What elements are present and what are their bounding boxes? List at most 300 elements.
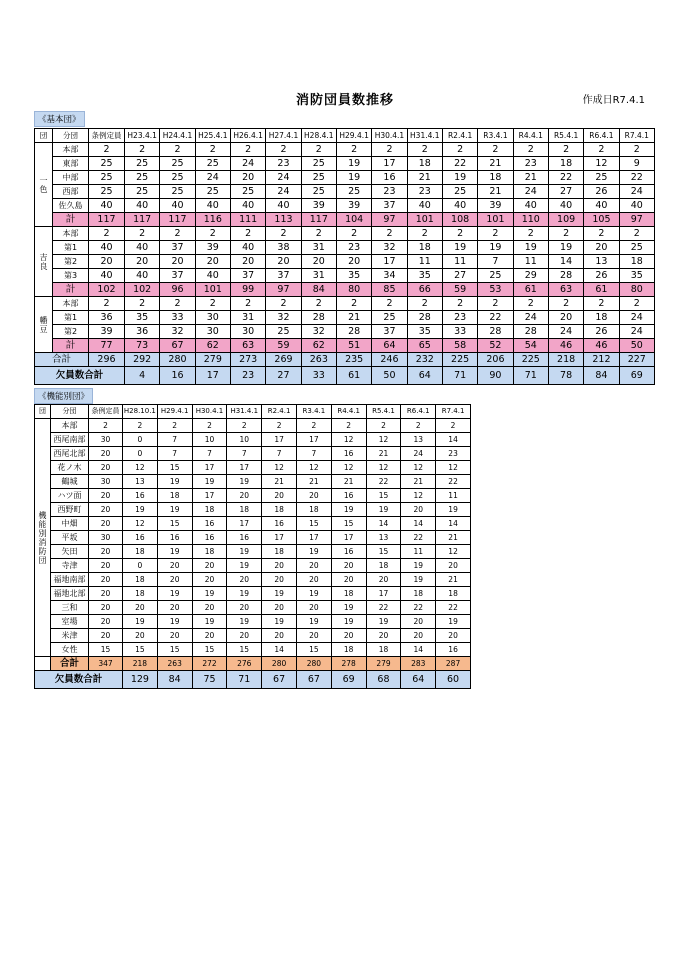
- value-cell: 20: [262, 559, 297, 573]
- total-value: 272: [192, 657, 227, 671]
- value-cell: 15: [157, 517, 192, 531]
- value-cell: 18: [227, 503, 262, 517]
- value-cell: 15: [192, 643, 227, 657]
- value-cell: 15: [227, 643, 262, 657]
- value-cell: 16: [192, 517, 227, 531]
- quota-cell: 20: [89, 545, 123, 559]
- column-header: R5.4.1: [366, 405, 401, 419]
- value-cell: 20: [123, 629, 158, 643]
- subtotal-value: 80: [619, 283, 654, 297]
- value-cell: 25: [89, 185, 125, 199]
- value-cell: 12: [436, 461, 471, 475]
- value-cell: 32: [160, 325, 195, 339]
- value-cell: 21: [436, 531, 471, 545]
- table-row: [35, 545, 471, 559]
- vacancy-row: [35, 671, 471, 689]
- value-cell: 7: [262, 447, 297, 461]
- quota-cell: 20: [89, 517, 123, 531]
- value-cell: 21: [401, 475, 436, 489]
- value-cell: 24: [548, 325, 583, 339]
- value-cell: 16: [331, 447, 366, 461]
- value-cell: 18: [262, 503, 297, 517]
- value-cell: 19: [157, 587, 192, 601]
- branch-name: 鶴城: [51, 475, 89, 489]
- vacancy-value: 23: [230, 367, 265, 385]
- column-header: R2.4.1: [262, 405, 297, 419]
- value-cell: 25: [230, 185, 265, 199]
- column-header: R7.4.1: [619, 129, 654, 143]
- value-cell: 40: [230, 199, 265, 213]
- value-cell: 11: [436, 489, 471, 503]
- value-cell: 40: [584, 199, 619, 213]
- value-cell: 14: [366, 517, 401, 531]
- value-cell: 9: [619, 157, 654, 171]
- group-name: 吉良: [35, 227, 53, 297]
- value-cell: 20: [227, 573, 262, 587]
- value-cell: 7: [192, 447, 227, 461]
- column-header: R3.4.1: [478, 129, 513, 143]
- value-cell: 12: [331, 461, 366, 475]
- value-cell: 18: [157, 489, 192, 503]
- column-header: 条例定員: [89, 405, 123, 419]
- value-cell: 18: [123, 587, 158, 601]
- value-cell: 2: [195, 227, 230, 241]
- value-cell: 18: [123, 573, 158, 587]
- subtotal-value: 77: [89, 339, 125, 353]
- value-cell: 2: [336, 297, 371, 311]
- value-cell: 12: [436, 545, 471, 559]
- value-cell: 28: [548, 269, 583, 283]
- value-cell: 23: [372, 185, 407, 199]
- value-cell: 14: [262, 643, 297, 657]
- value-cell: 25: [336, 185, 371, 199]
- value-cell: 35: [619, 269, 654, 283]
- grand-total-row: [35, 353, 655, 367]
- vacancy-value: 78: [548, 367, 583, 385]
- value-cell: 22: [401, 601, 436, 615]
- subtotal-value: 111: [230, 213, 265, 227]
- branch-name: 三和: [51, 601, 89, 615]
- value-cell: 2: [125, 297, 160, 311]
- value-cell: 2: [478, 143, 513, 157]
- value-cell: 18: [478, 171, 513, 185]
- quota-cell: 20: [89, 587, 123, 601]
- value-cell: 26: [584, 325, 619, 339]
- value-cell: 2: [619, 227, 654, 241]
- value-cell: 27: [548, 185, 583, 199]
- subtotal-value: 110: [513, 213, 548, 227]
- value-cell: 12: [584, 157, 619, 171]
- value-cell: 20: [262, 601, 297, 615]
- value-cell: 19: [227, 559, 262, 573]
- subtotal-value: 117: [301, 213, 336, 227]
- branch-name: 西尾南部: [51, 433, 89, 447]
- value-cell: 2: [372, 297, 407, 311]
- value-cell: 20: [296, 559, 331, 573]
- column-header: H30.4.1: [372, 129, 407, 143]
- value-cell: 2: [296, 419, 331, 433]
- total-value: 287: [436, 657, 471, 671]
- value-cell: 2: [584, 297, 619, 311]
- value-cell: 2: [230, 297, 265, 311]
- quota-cell: 30: [89, 475, 123, 489]
- value-cell: 25: [301, 185, 336, 199]
- value-cell: 21: [336, 311, 371, 325]
- value-cell: 2: [125, 143, 160, 157]
- subtotal-value: 46: [584, 339, 619, 353]
- grand-total-value: 225: [442, 353, 477, 367]
- value-cell: 21: [478, 185, 513, 199]
- column-header: R6.4.1: [584, 129, 619, 143]
- grand-total-value: 296: [89, 353, 125, 367]
- value-cell: 34: [372, 269, 407, 283]
- value-cell: 2: [619, 297, 654, 311]
- subtotal-value: 67: [160, 339, 195, 353]
- column-header: H27.4.1: [266, 129, 301, 143]
- value-cell: 25: [195, 185, 230, 199]
- subtotal-value: 53: [478, 283, 513, 297]
- subtotal-value: 61: [584, 283, 619, 297]
- subtotal-value: 109: [548, 213, 583, 227]
- value-cell: 20: [436, 559, 471, 573]
- value-cell: 20: [230, 171, 265, 185]
- subtotal-value: 104: [336, 213, 371, 227]
- value-cell: 14: [548, 255, 583, 269]
- value-cell: 2: [195, 297, 230, 311]
- subtotal-value: 96: [160, 283, 195, 297]
- value-cell: 16: [123, 489, 158, 503]
- branch-name: 本部: [53, 227, 89, 241]
- value-cell: 24: [513, 185, 548, 199]
- value-cell: 2: [584, 227, 619, 241]
- value-cell: 32: [372, 241, 407, 255]
- quota-cell: 20: [89, 573, 123, 587]
- subtotal-value: 117: [125, 213, 160, 227]
- value-cell: 17: [227, 517, 262, 531]
- quota-cell: 20: [89, 503, 123, 517]
- subtotal-value: 63: [230, 339, 265, 353]
- quota-cell: 20: [89, 559, 123, 573]
- value-cell: 16: [123, 531, 158, 545]
- subtotal-label: 計: [53, 283, 89, 297]
- subtotal-value: 101: [407, 213, 442, 227]
- table-row: [35, 447, 471, 461]
- column-header: H29.4.1: [157, 405, 192, 419]
- value-cell: 20: [266, 255, 301, 269]
- value-cell: 21: [478, 157, 513, 171]
- value-cell: 17: [331, 531, 366, 545]
- vacancy-value: 60: [436, 671, 471, 689]
- grand-total-value: 206: [478, 353, 513, 367]
- branch-name: 女性: [51, 643, 89, 657]
- value-cell: 33: [442, 325, 477, 339]
- subtotal-value: 59: [442, 283, 477, 297]
- value-cell: 21: [407, 171, 442, 185]
- value-cell: 18: [366, 643, 401, 657]
- vacancy-label: 欠員数合計: [35, 671, 123, 689]
- table-row: [35, 503, 471, 517]
- value-cell: 17: [262, 433, 297, 447]
- value-cell: 40: [407, 199, 442, 213]
- value-cell: 20: [192, 629, 227, 643]
- value-cell: 20: [331, 629, 366, 643]
- value-cell: 13: [401, 433, 436, 447]
- value-cell: 21: [296, 475, 331, 489]
- value-cell: 24: [513, 311, 548, 325]
- branch-name: 西部: [53, 185, 89, 199]
- value-cell: 20: [301, 255, 336, 269]
- value-cell: 18: [619, 255, 654, 269]
- value-cell: 37: [160, 269, 195, 283]
- table-row: [35, 475, 471, 489]
- vacancy-value: 50: [372, 367, 407, 385]
- value-cell: 20: [227, 489, 262, 503]
- value-cell: 0: [123, 447, 158, 461]
- value-cell: 14: [436, 517, 471, 531]
- value-cell: 18: [262, 545, 297, 559]
- quota-cell: 20: [89, 601, 123, 615]
- value-cell: 2: [436, 419, 471, 433]
- quota-cell: 20: [89, 489, 123, 503]
- value-cell: 19: [366, 615, 401, 629]
- value-cell: 25: [125, 157, 160, 171]
- value-cell: 2: [227, 419, 262, 433]
- vacancy-value: 69: [619, 367, 654, 385]
- value-cell: 20: [401, 629, 436, 643]
- subtotal-value: 58: [442, 339, 477, 353]
- value-cell: 15: [366, 489, 401, 503]
- subtotal-row: [35, 213, 655, 227]
- branch-name: 本部: [53, 143, 89, 157]
- value-cell: 2: [89, 297, 125, 311]
- value-cell: 20: [331, 559, 366, 573]
- vacancy-value: 71: [513, 367, 548, 385]
- value-cell: 30: [195, 325, 230, 339]
- subtotal-value: 64: [372, 339, 407, 353]
- grand-total-value: 273: [230, 353, 265, 367]
- value-cell: 19: [331, 503, 366, 517]
- value-cell: 20: [125, 255, 160, 269]
- value-cell: 20: [436, 629, 471, 643]
- total-value: 278: [331, 657, 366, 671]
- total-value: 280: [262, 657, 297, 671]
- value-cell: 19: [227, 587, 262, 601]
- branch-name: 西尾北部: [51, 447, 89, 461]
- subtotal-value: 97: [266, 283, 301, 297]
- value-cell: 28: [513, 325, 548, 339]
- value-cell: 20: [366, 573, 401, 587]
- table-row: [35, 433, 471, 447]
- table-row: [35, 573, 471, 587]
- value-cell: 19: [157, 503, 192, 517]
- value-cell: 15: [366, 545, 401, 559]
- value-cell: 2: [366, 419, 401, 433]
- vacancy-value: 90: [478, 367, 513, 385]
- value-cell: 18: [584, 311, 619, 325]
- value-cell: 16: [331, 545, 366, 559]
- column-header: H31.4.1: [407, 129, 442, 143]
- vacancy-value: 16: [160, 367, 195, 385]
- table-row: [35, 419, 471, 433]
- table-row: [35, 157, 655, 171]
- quota-cell: 20: [89, 447, 123, 461]
- value-cell: 16: [331, 489, 366, 503]
- value-cell: 16: [436, 643, 471, 657]
- subtotal-value: 65: [407, 339, 442, 353]
- value-cell: 0: [123, 559, 158, 573]
- subtotal-value: 105: [584, 213, 619, 227]
- value-cell: 19: [513, 241, 548, 255]
- value-cell: 37: [266, 269, 301, 283]
- value-cell: 2: [266, 227, 301, 241]
- subtotal-value: 66: [407, 283, 442, 297]
- value-cell: 40: [266, 199, 301, 213]
- quota-cell: 2: [89, 419, 123, 433]
- table-row: [35, 615, 471, 629]
- value-cell: 31: [301, 269, 336, 283]
- value-cell: 25: [266, 325, 301, 339]
- grand-total-value: 212: [584, 353, 619, 367]
- header-row: [35, 405, 471, 419]
- value-cell: 12: [123, 461, 158, 475]
- subtotal-value: 117: [89, 213, 125, 227]
- branch-name: 矢田: [51, 545, 89, 559]
- branch-name: 福地南部: [51, 573, 89, 587]
- value-cell: 18: [331, 587, 366, 601]
- value-cell: 19: [548, 241, 583, 255]
- value-cell: 10: [192, 433, 227, 447]
- value-cell: 2: [407, 297, 442, 311]
- branch-name: 米津: [51, 629, 89, 643]
- vacancy-value: 27: [266, 367, 301, 385]
- column-header: H29.4.1: [336, 129, 371, 143]
- value-cell: 25: [160, 157, 195, 171]
- value-cell: 20: [296, 489, 331, 503]
- value-cell: 19: [227, 475, 262, 489]
- value-cell: 13: [366, 531, 401, 545]
- value-cell: 18: [436, 587, 471, 601]
- value-cell: 2: [266, 143, 301, 157]
- value-cell: 21: [262, 475, 297, 489]
- group-name: 一色: [35, 143, 53, 227]
- value-cell: 17: [372, 157, 407, 171]
- value-cell: 12: [366, 461, 401, 475]
- column-header: H25.4.1: [195, 129, 230, 143]
- value-cell: 25: [372, 311, 407, 325]
- value-cell: 31: [301, 241, 336, 255]
- quota-cell: 30: [89, 433, 123, 447]
- functional-table: [34, 404, 471, 689]
- value-cell: 2: [548, 297, 583, 311]
- value-cell: 20: [262, 629, 297, 643]
- value-cell: 37: [160, 241, 195, 255]
- value-cell: 19: [442, 171, 477, 185]
- value-cell: 15: [296, 517, 331, 531]
- value-cell: 26: [584, 269, 619, 283]
- branch-name: 本部: [51, 419, 89, 433]
- value-cell: 36: [89, 311, 125, 325]
- grand-total-label: 合計: [35, 353, 89, 367]
- value-cell: 2: [372, 143, 407, 157]
- value-cell: 2: [160, 143, 195, 157]
- column-header: H30.4.1: [192, 405, 227, 419]
- basic-table: [34, 128, 655, 385]
- quota-cell: 30: [89, 531, 123, 545]
- value-cell: 21: [366, 447, 401, 461]
- column-header: 団: [35, 405, 51, 419]
- value-cell: 17: [296, 531, 331, 545]
- value-cell: 20: [157, 629, 192, 643]
- value-cell: 20: [89, 255, 125, 269]
- branch-name: 第1: [53, 311, 89, 325]
- table-row: [35, 517, 471, 531]
- total-quota: 347: [89, 657, 123, 671]
- value-cell: 2: [407, 143, 442, 157]
- value-cell: 15: [296, 643, 331, 657]
- total-value: 279: [366, 657, 401, 671]
- value-cell: 2: [442, 227, 477, 241]
- value-cell: 2: [301, 143, 336, 157]
- subtotal-value: 101: [195, 283, 230, 297]
- value-cell: 19: [192, 475, 227, 489]
- value-cell: 28: [336, 325, 371, 339]
- value-cell: 19: [478, 241, 513, 255]
- value-cell: 30: [230, 325, 265, 339]
- value-cell: 32: [266, 311, 301, 325]
- created-date: 作成日R7.4.1: [582, 95, 645, 106]
- subtotal-value: 51: [336, 339, 371, 353]
- value-cell: 40: [619, 199, 654, 213]
- grand-total-value: 218: [548, 353, 583, 367]
- branch-name: 中部: [53, 171, 89, 185]
- value-cell: 7: [296, 447, 331, 461]
- value-cell: 20: [331, 573, 366, 587]
- total-value: 283: [401, 657, 436, 671]
- value-cell: 17: [366, 587, 401, 601]
- value-cell: 20: [195, 255, 230, 269]
- value-cell: 40: [442, 199, 477, 213]
- value-cell: 40: [230, 241, 265, 255]
- column-header: 分団: [51, 405, 89, 419]
- value-cell: 33: [160, 311, 195, 325]
- value-cell: 20: [157, 601, 192, 615]
- value-cell: 19: [157, 615, 192, 629]
- value-cell: 23: [266, 157, 301, 171]
- value-cell: 20: [336, 255, 371, 269]
- grand-total-value: 269: [266, 353, 301, 367]
- grand-total-value: 246: [372, 353, 407, 367]
- value-cell: 15: [331, 517, 366, 531]
- value-cell: 22: [619, 171, 654, 185]
- value-cell: 18: [407, 241, 442, 255]
- value-cell: 2: [331, 419, 366, 433]
- page-title: 消防団員数推移: [295, 93, 394, 108]
- column-header: R5.4.1: [548, 129, 583, 143]
- table-row: [35, 587, 471, 601]
- value-cell: 25: [478, 269, 513, 283]
- vacancy-value: 84: [584, 367, 619, 385]
- subtotal-value: 108: [442, 213, 477, 227]
- value-cell: 19: [366, 503, 401, 517]
- value-cell: 2: [442, 143, 477, 157]
- subtotal-value: 80: [336, 283, 371, 297]
- value-cell: 2: [513, 297, 548, 311]
- value-cell: 21: [513, 171, 548, 185]
- value-cell: 11: [442, 255, 477, 269]
- value-cell: 14: [401, 517, 436, 531]
- column-header: H26.4.1: [230, 129, 265, 143]
- value-cell: 19: [192, 587, 227, 601]
